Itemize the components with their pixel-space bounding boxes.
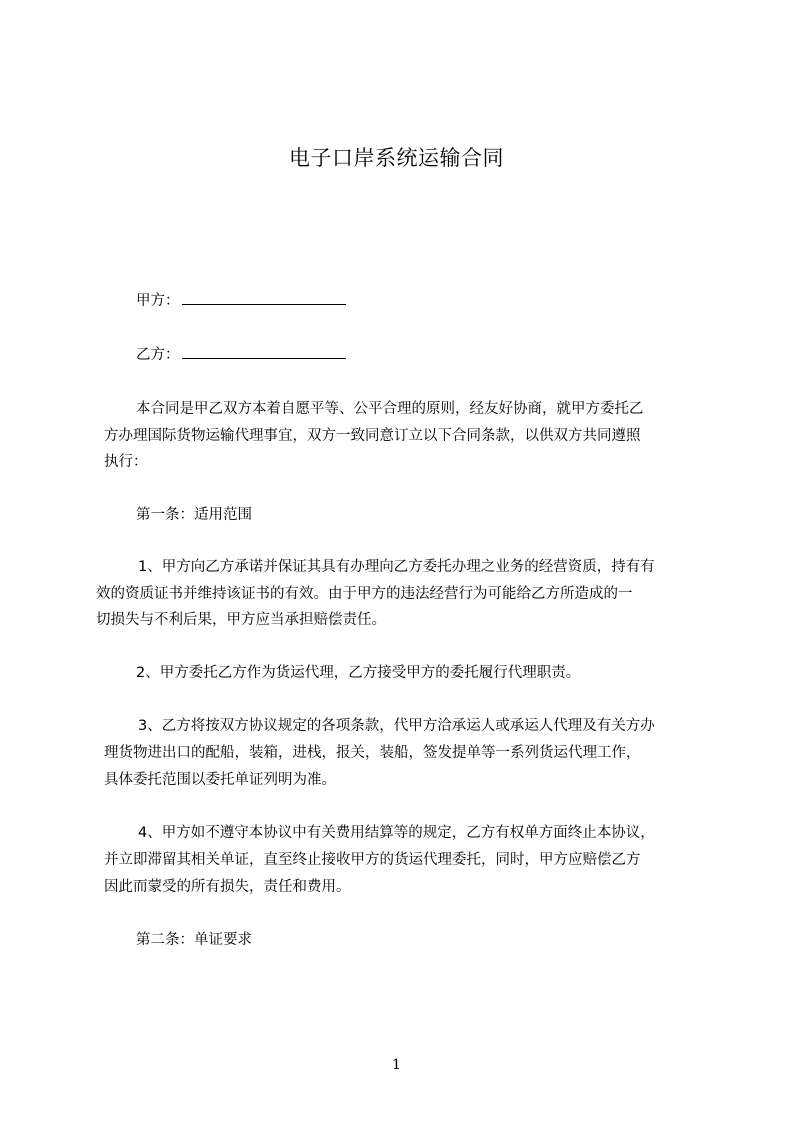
party-b-label: 乙方：: [136, 347, 180, 363]
clause1-line-3: 切损失与不利后果，甲方应当承担赔偿责任。: [96, 612, 386, 628]
clause3-line-3: 具体委托范围以委托单证列明为准。: [104, 772, 336, 788]
clause4-line-3: 因此而蒙受的所有损失，责任和费用。: [104, 879, 351, 895]
clause1-line-1: 1、甲方向乙方承诺并保证其具有办理向乙方委托办理之业务的经营资质，持有有: [138, 559, 655, 575]
clause3-line-2: 理货物进出口的配船，装箱，进栈，报关，装船，签发提单等一系列货运代理工作，: [104, 745, 641, 761]
document-title: 电子口岸系统运输合同: [289, 146, 504, 170]
party-a-line: [136, 290, 756, 311]
clause4-line-2: 并立即滞留其相关单证，直至终止接收甲方的货运代理委托，同时，甲方应赔偿乙方: [104, 852, 641, 868]
clause1-line-2: 效的资质证书并维持该证书的有效。由于甲方的违法经营行为可能给乙方所造成的一: [96, 586, 633, 602]
article2-heading: 第二条：单证要求: [136, 932, 252, 948]
party-a-label: 甲方：: [136, 293, 180, 309]
party-b-line: [136, 344, 756, 365]
clause4-line-1: 4、甲方如不遵守本协议中有关费用结算等的规定，乙方有权单方面终止本协议，: [138, 825, 655, 841]
intro-line-3: 执行：: [104, 454, 148, 470]
clause2-line-1: 2、甲方委托乙方作为货运代理，乙方接受甲方的委托履行代理职责。: [136, 665, 581, 681]
page-number: 1: [392, 1057, 401, 1073]
intro-line-1: 本合同是甲乙双方本着自愿平等、公平合理的原则，经友好协商，就甲方委托乙: [136, 401, 644, 417]
party-a-blank: [182, 290, 346, 305]
article1-heading: 第一条：适用范围: [136, 507, 252, 523]
party-b-blank: [182, 344, 346, 359]
clause3-line-1: 3、乙方将按双方协议规定的各项条款，代甲方洽承运人或承运人代理及有关方办: [138, 718, 655, 734]
intro-line-2: 方办理国际货物运输代理事宜，双方一致同意订立以下合同条款，以供双方共同遵照: [104, 428, 641, 444]
